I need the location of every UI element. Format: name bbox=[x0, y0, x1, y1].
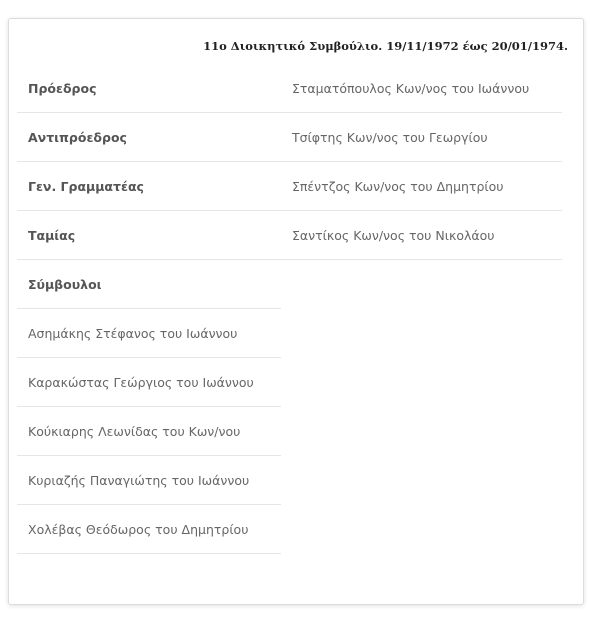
role-treasurer: Ταμίας bbox=[17, 211, 281, 260]
member-item: Κούκιαρης Λεωνίδας του Κων/νου bbox=[17, 407, 281, 456]
members-heading: Σύμβουλοι bbox=[17, 260, 281, 309]
member-item: Ασημάκης Στέφανος του Ιωάννου bbox=[17, 309, 281, 358]
name-vice-president: Τσίφτης Κων/νος του Γεωργίου bbox=[281, 113, 562, 162]
member-item: Κυριαζής Παναγιώτης του Ιωάννου bbox=[17, 456, 281, 505]
name-president: Σταματόπουλος Κων/νος του Ιωάννου bbox=[281, 64, 562, 113]
role-vice-president: Αντιπρόεδρος bbox=[17, 113, 281, 162]
name-treasurer: Σαντίκος Κων/νος του Νικολάου bbox=[281, 211, 562, 260]
role-general-secretary: Γεν. Γραμματέας bbox=[17, 162, 281, 211]
name-general-secretary: Σπέντζος Κων/νος του Δημητρίου bbox=[281, 162, 562, 211]
role-president: Πρόεδρος bbox=[17, 64, 281, 113]
member-item: Καρακώστας Γεώργιος του Ιωάννου bbox=[17, 358, 281, 407]
board-title: 11ο Διοικητικό Συμβούλιο. 19/11/1972 έως 20/01/1974. bbox=[203, 39, 568, 53]
member-item: Χολέβας Θεόδωρος του Δημητρίου bbox=[17, 505, 281, 554]
